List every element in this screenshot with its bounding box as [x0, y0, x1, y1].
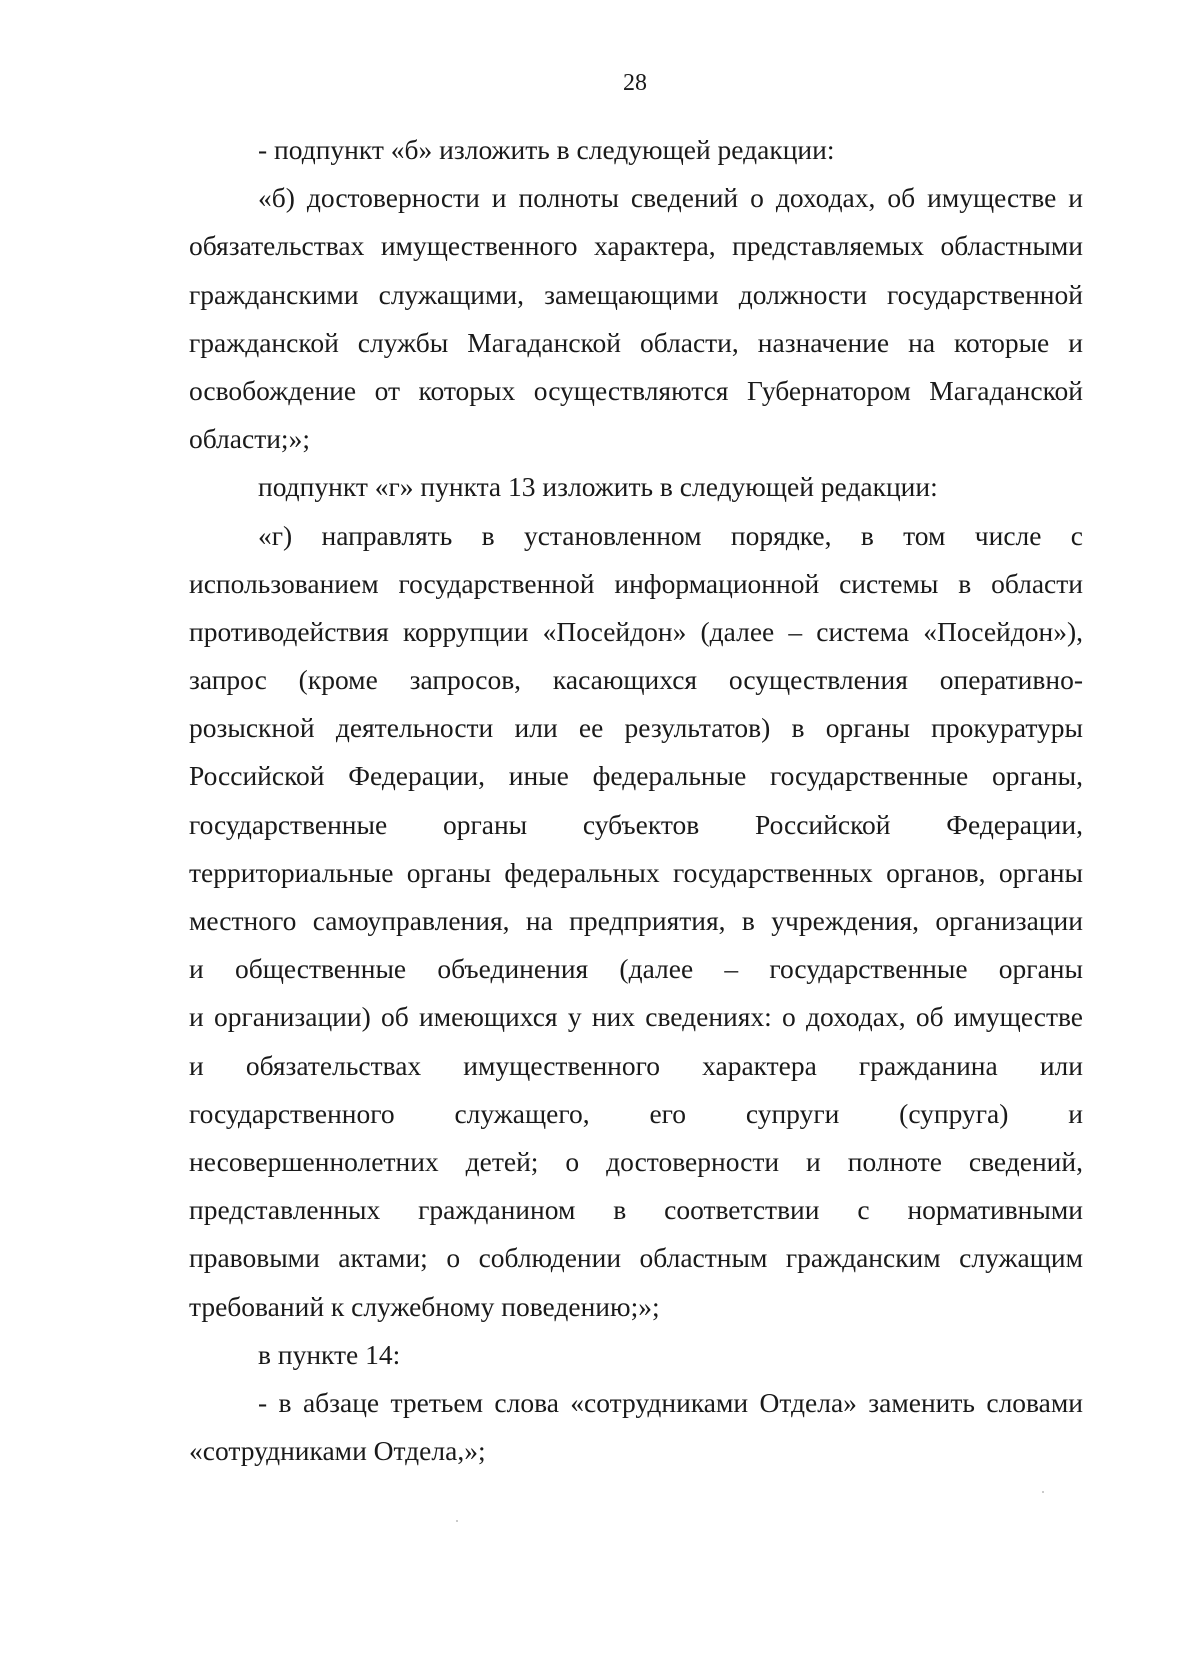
- text-line: государственного служащего, его супруги (супруга) и: [189, 1097, 1083, 1129]
- text-line: представленных гражданином в соответствии с нормативными: [189, 1194, 1083, 1226]
- text-line: гражданской службы Магаданской области, назначение на которые и: [189, 326, 1083, 358]
- scan-speck: [456, 1520, 458, 1522]
- text-line: обязательствах имущественного характера, представляемых областными: [189, 230, 1083, 262]
- text-line: освобождение от которых осуществляются Губернатором Магаданской: [189, 374, 1083, 406]
- text-line: государственные органы субъектов Российской Федерации,: [189, 808, 1083, 840]
- document-body: [189, 126, 1083, 1475]
- text-line: в пункте 14:: [258, 1338, 401, 1370]
- text-line: «сотрудниками Отдела,»;: [189, 1435, 486, 1467]
- text-line: территориальные органы федеральных государственных органов, органы: [189, 856, 1083, 888]
- text-line: подпункт «г» пункта 13 изложить в следующей редакции:: [258, 471, 938, 503]
- text-line: «б) достоверности и полноты сведений о доходах, об имуществе и: [258, 182, 1083, 214]
- text-line: розыскной деятельности или ее результатов) в органы прокуратуры: [189, 712, 1083, 744]
- text-line: области;»;: [189, 423, 310, 455]
- text-line: и обязательствах имущественного характера гражданина или: [189, 1049, 1083, 1081]
- text-line: правовыми актами; о соблюдении областным гражданским служащим: [189, 1242, 1083, 1274]
- text-line: гражданскими служащими, замещающими должности государственной: [189, 278, 1083, 310]
- text-line: использованием государственной информационной системы в области: [189, 567, 1083, 599]
- text-line: требований к служебному поведению;»;: [189, 1290, 660, 1322]
- text-line: противодействия коррупции «Посейдон» (далее – система «Посейдон»),: [189, 615, 1083, 647]
- text-line: - подпункт «б» изложить в следующей редакции:: [258, 134, 835, 165]
- text-line: Российской Федерации, иные федеральные государственные органы,: [189, 760, 1083, 792]
- text-line: несовершеннолетних детей; о достоверности и полноте сведений,: [189, 1145, 1083, 1177]
- text-line: местного самоуправления, на предприятия, в учреждения, организации: [189, 905, 1083, 936]
- text-line: и общественные объединения (далее – государственные органы: [189, 953, 1083, 985]
- text-line: и организации) об имеющихся у них сведениях: о доходах, об имуществе: [189, 1001, 1083, 1033]
- text-line: «г) направлять в установленном порядке, в том числе с: [258, 519, 1083, 551]
- page-number: 28: [623, 70, 647, 96]
- text-line: запрос (кроме запросов, касающихся осуществления оперативно-: [189, 664, 1083, 696]
- scan-speck: [1042, 1491, 1044, 1493]
- text-line: - в абзаце третьем слова «сотрудниками Отдела» заменить словами: [258, 1386, 1083, 1418]
